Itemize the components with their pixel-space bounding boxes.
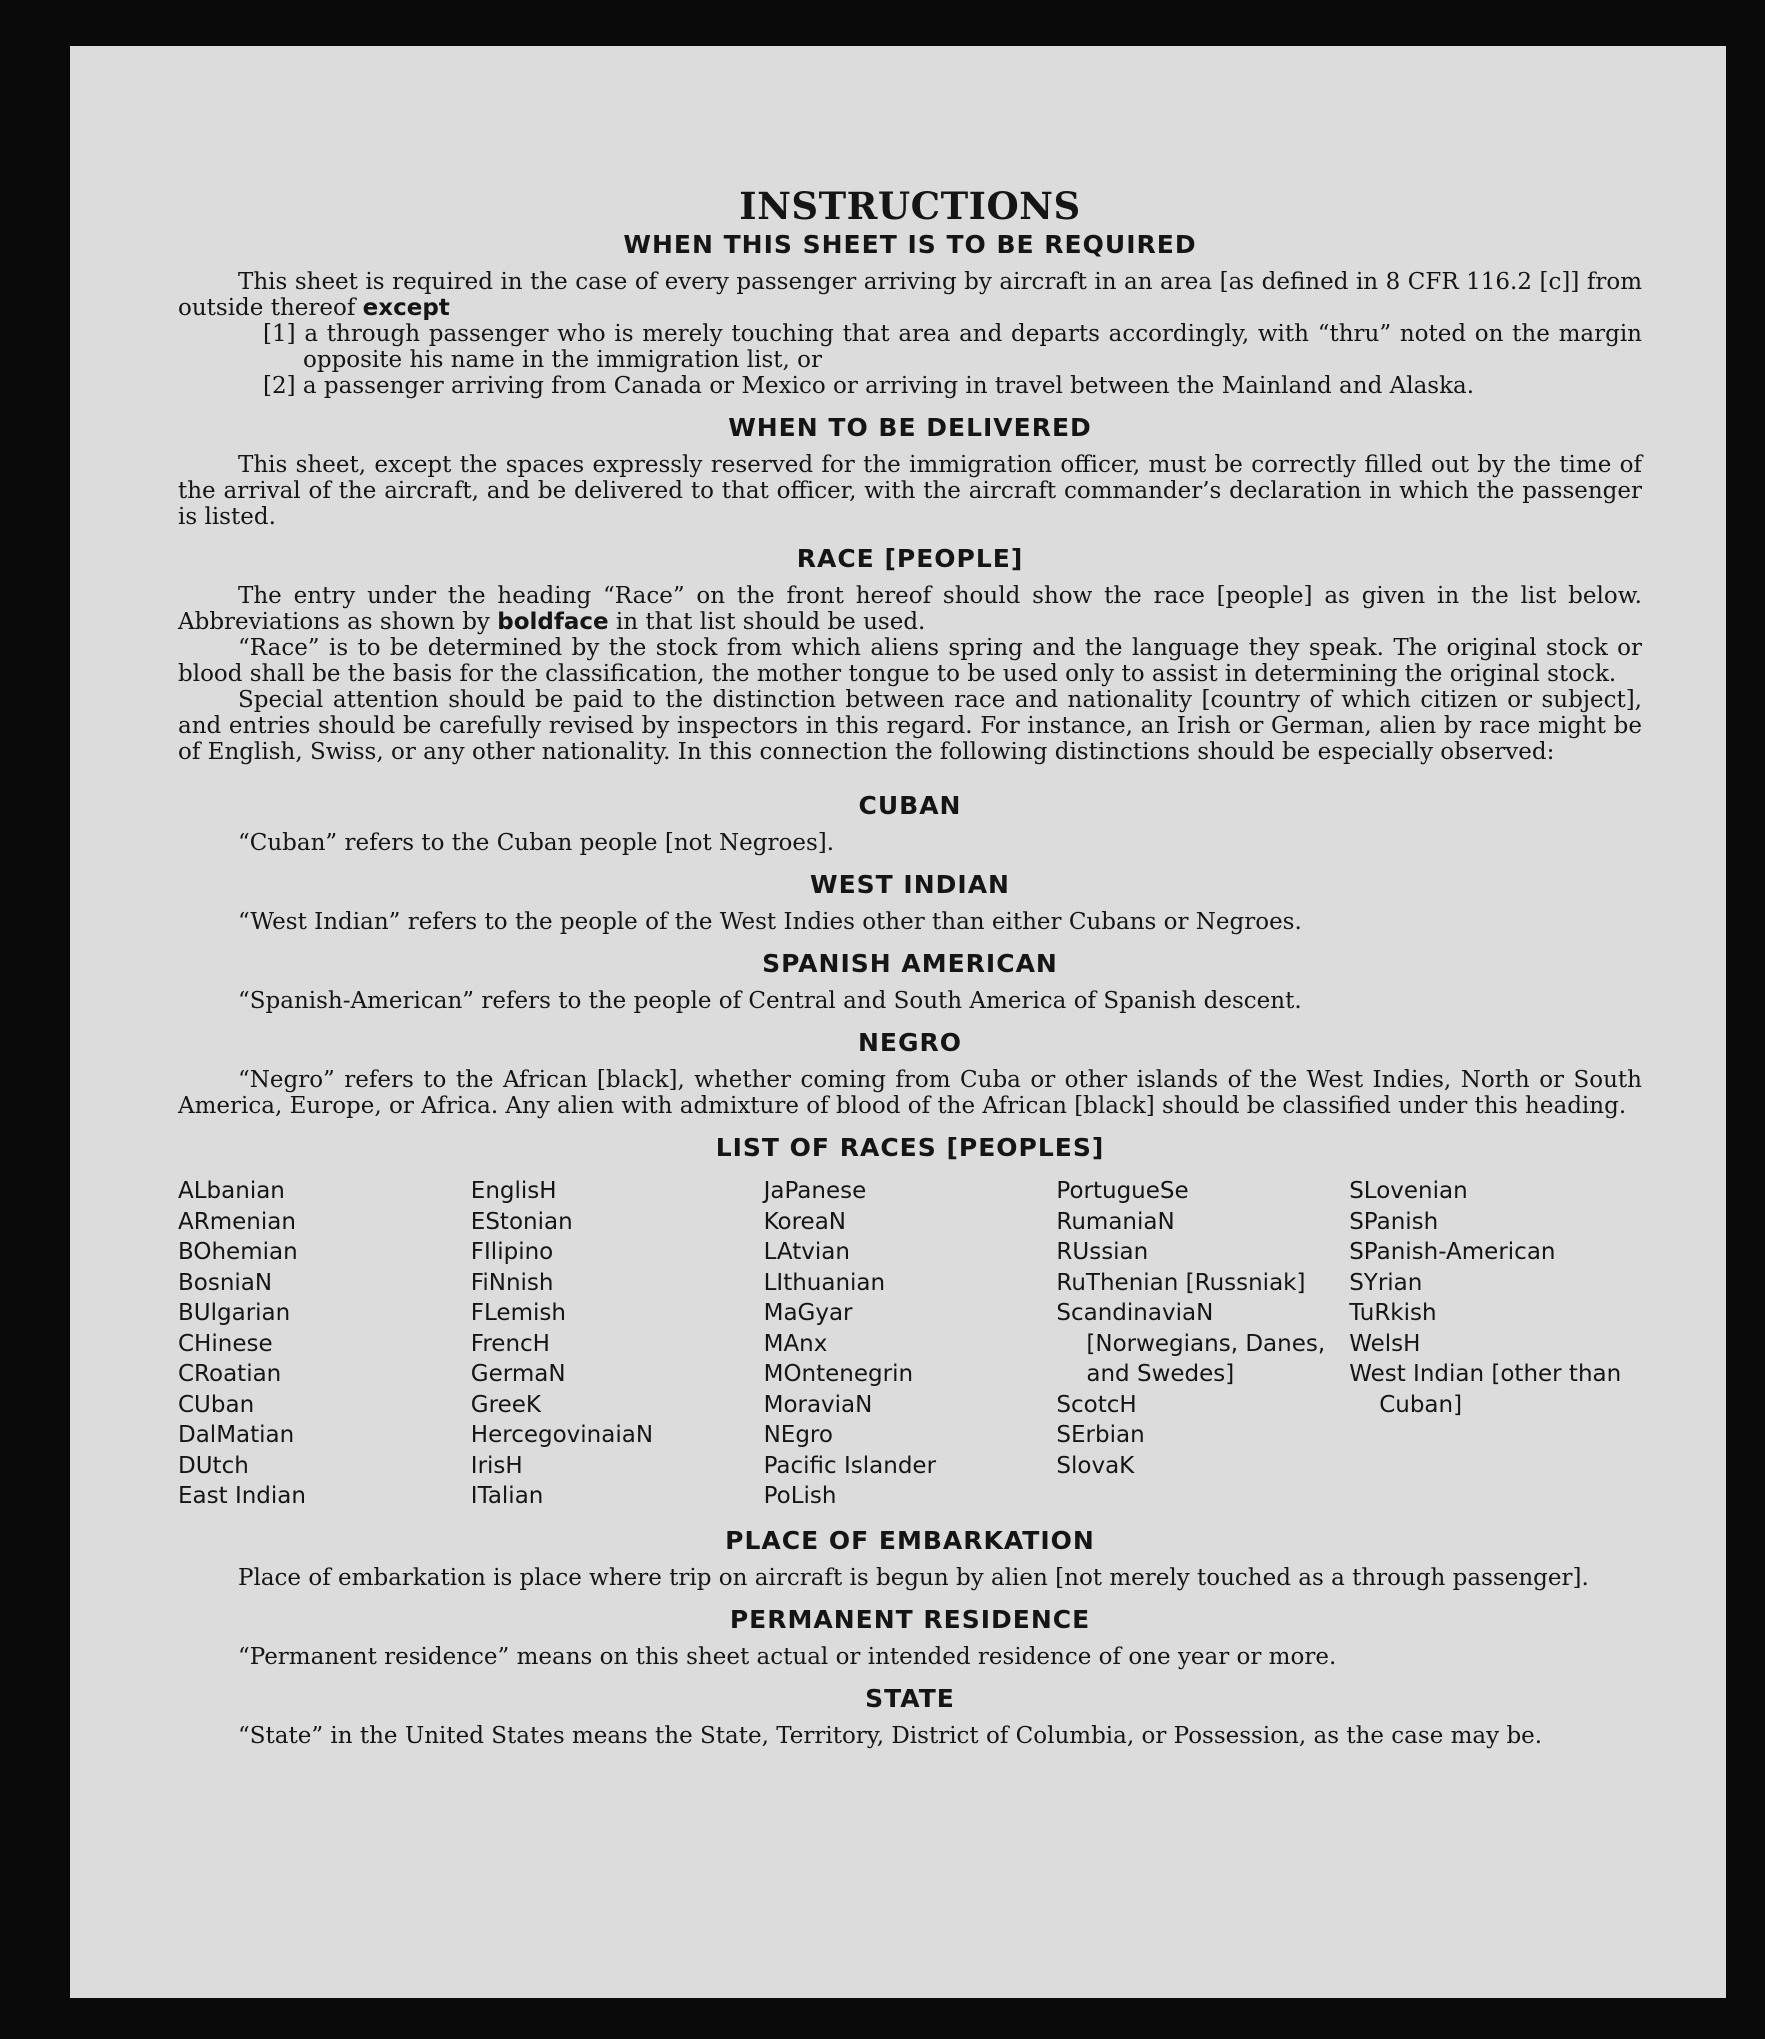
instructions-content (178, 142, 1642, 1749)
race-entry: EStonian (470, 1208, 573, 1235)
required-item-1: [1] a through passenger who is merely touching that area and departs accordingly, with “thru” noted on the margin opposite his name in the immigration list, or (263, 321, 1642, 373)
race-entry: RuThenian [Russniak] (1056, 1269, 1306, 1296)
heading-list-of-races: LIST OF RACES [PEOPLES] (715, 1133, 1105, 1162)
heading-permanent-residence: PERMANENT RESIDENCE (729, 1604, 1091, 1634)
paragraph-required (178, 269, 1642, 321)
paragraph-negro: “Negro” refers to the African [black], whether coming from Cuba or other islands of the West Indies, North or South America, Europe, or Africa. Any alien with admixture of blood of the African [black] should be classified under this heading. (178, 1067, 1642, 1119)
heading-when-required: WHEN THIS SHEET IS TO BE REQUIRED (623, 230, 1197, 259)
race-entry: HercegovinaiaN (470, 1422, 654, 1448)
race-entry: GermaN (470, 1361, 566, 1387)
required-item-2: [2] a passenger arriving from Canada or Mexico or arriving in travel between the Mainland and Alaska. (263, 373, 1475, 399)
heading-state: STATE (865, 1683, 955, 1713)
race-entry: ALbanian (178, 1178, 285, 1204)
race-entry: EnglisH (470, 1178, 557, 1204)
races-column-5 (1349, 1176, 1642, 1512)
race-entry: SPanish-American (1349, 1239, 1556, 1265)
race-entry: MOntenegrin (763, 1361, 914, 1387)
heading-negro: NEGRO (857, 1028, 963, 1057)
race-entry: WelsH (1349, 1330, 1421, 1357)
race-entry: FIlipino (470, 1239, 554, 1265)
race-entry: PoLish (763, 1483, 837, 1509)
race-entry: CUban (178, 1391, 255, 1418)
race-entry: SlovaK (1056, 1452, 1135, 1479)
race-entry: TuRkish (1349, 1300, 1437, 1326)
races-column-4 (1056, 1176, 1349, 1512)
race-entry: RumaniaN (1056, 1208, 1175, 1235)
race-entry: MoraviaN (763, 1391, 873, 1418)
paragraph-spanish-american: “Spanish-American” refers to the people of Central and South America of Spanish descent. (238, 988, 1302, 1014)
paragraph-permanent-residence: “Permanent residence” means on this sheet actual or intended residence of one year or more. (238, 1643, 1337, 1670)
paragraph-race-3: Special attention should be paid to the distinction between race and nationality [country of which citizen or subject], and entries should be carefully revised by inspectors in this regard. For instance, an Irish or German, alien by race might be of English, Swiss, or any other nationality. In this connection the following distinctions should be especially observed: (178, 687, 1642, 765)
race-entry: LIthuanian (763, 1269, 886, 1296)
race-entry: East Indian (178, 1483, 306, 1509)
races-column-3 (764, 1176, 1057, 1512)
paragraph-cuban: “Cuban” refers to the Cuban people [not Negroes]. (238, 830, 835, 856)
paragraph-state: “State” in the United States means the State, Territory, District of Columbia, or Possession, as the case may be. (238, 1722, 1543, 1749)
heading-spanish-american: SPANISH AMERICAN (762, 949, 1058, 978)
race-entry: BOhemian (178, 1239, 298, 1265)
race-entry: ScotcH (1056, 1391, 1137, 1418)
race-text-c: in that list should be used. (608, 609, 926, 635)
race-entry: FrencH (470, 1330, 550, 1357)
race-entry: JaPanese (763, 1178, 867, 1204)
race-entry: ITalian (470, 1483, 544, 1509)
required-intro-text: This sheet is required in the case of every passenger arriving by aircraft in an area [as defined in 8 CFR 116.2 [c]] from outside thereof (178, 269, 1642, 321)
race-entry: SErbian (1056, 1422, 1145, 1448)
paragraph-embarkation: Place of embarkation is place where trip on aircraft is begun by alien [not merely touched as a through passenger]. (238, 1564, 1589, 1591)
heading-race: RACE [PEOPLE] (796, 544, 1024, 573)
races-column-1 (178, 1176, 471, 1512)
document-sheet (70, 46, 1726, 1998)
race-entry: BUlgarian (178, 1300, 291, 1326)
race-entry: CHinese (178, 1330, 273, 1357)
race-entry: ScandinaviaN [Norwegians, Danes, and Swedes] (1056, 1300, 1326, 1387)
race-entry: DalMatian (178, 1422, 295, 1448)
race-entry: LAtvian (763, 1239, 850, 1265)
race-entry: BosniaN (178, 1269, 273, 1296)
race-entry: FiNnish (470, 1269, 554, 1296)
paragraph-race-2: “Race” is to be determined by the stock from which aliens spring and the language they speak. The original stock or blood shall be the basis for the classification, the mother tongue to be used only to assist in determining the original stock. (178, 635, 1642, 687)
race-entry: ARmenian (178, 1208, 296, 1235)
race-entry: IrisH (470, 1452, 523, 1479)
races-list (178, 1176, 1642, 1512)
race-entry: NEgro (763, 1422, 833, 1448)
races-column-2 (471, 1176, 764, 1512)
paragraph-race-1 (178, 583, 1642, 635)
race-entry: GreeK (470, 1391, 541, 1418)
race-text-a: The entry under the heading “Race” on the front hereof should show the race [people] as given in the list below. Abbreviations as shown by (178, 583, 1642, 635)
paragraph-west-indian: “West Indian” refers to the people of the West Indies other than either Cubans or Negroes. (238, 909, 1302, 935)
race-entry: MAnx (763, 1330, 828, 1357)
race-entry: PortugueSe (1056, 1178, 1189, 1204)
race-entry: FLemish (470, 1300, 566, 1326)
heading-embarkation: PLACE OF EMBARKATION (725, 1525, 1095, 1555)
race-entry: SPanish (1349, 1208, 1439, 1235)
race-entry: CRoatian (178, 1361, 282, 1387)
race-entry: Pacific Islander (763, 1452, 937, 1479)
race-entry: West Indian [other than Cuban] (1349, 1361, 1622, 1418)
heading-cuban: CUBAN (858, 791, 962, 820)
heading-west-indian: WEST INDIAN (810, 870, 1010, 899)
race-entry: RUssian (1056, 1239, 1149, 1265)
paragraph-delivered: This sheet, except the spaces expressly reserved for the immigration officer, must be correctly filled out by the time of the arrival of the aircraft, and be delivered to that officer, with the aircraft commander’s declaration in which the passenger is listed. (178, 452, 1642, 530)
race-entry: SYrian (1349, 1269, 1423, 1296)
required-except-text: except (362, 295, 450, 321)
heading-when-delivered: WHEN TO BE DELIVERED (728, 413, 1092, 442)
page-title: INSTRUCTIONS (739, 184, 1081, 228)
race-entry: MaGyar (763, 1300, 853, 1326)
race-boldface-text: boldface (497, 609, 609, 635)
race-entry: KoreaN (763, 1208, 847, 1235)
race-entry: SLovenian (1349, 1178, 1468, 1204)
race-entry: DUtch (178, 1452, 249, 1479)
